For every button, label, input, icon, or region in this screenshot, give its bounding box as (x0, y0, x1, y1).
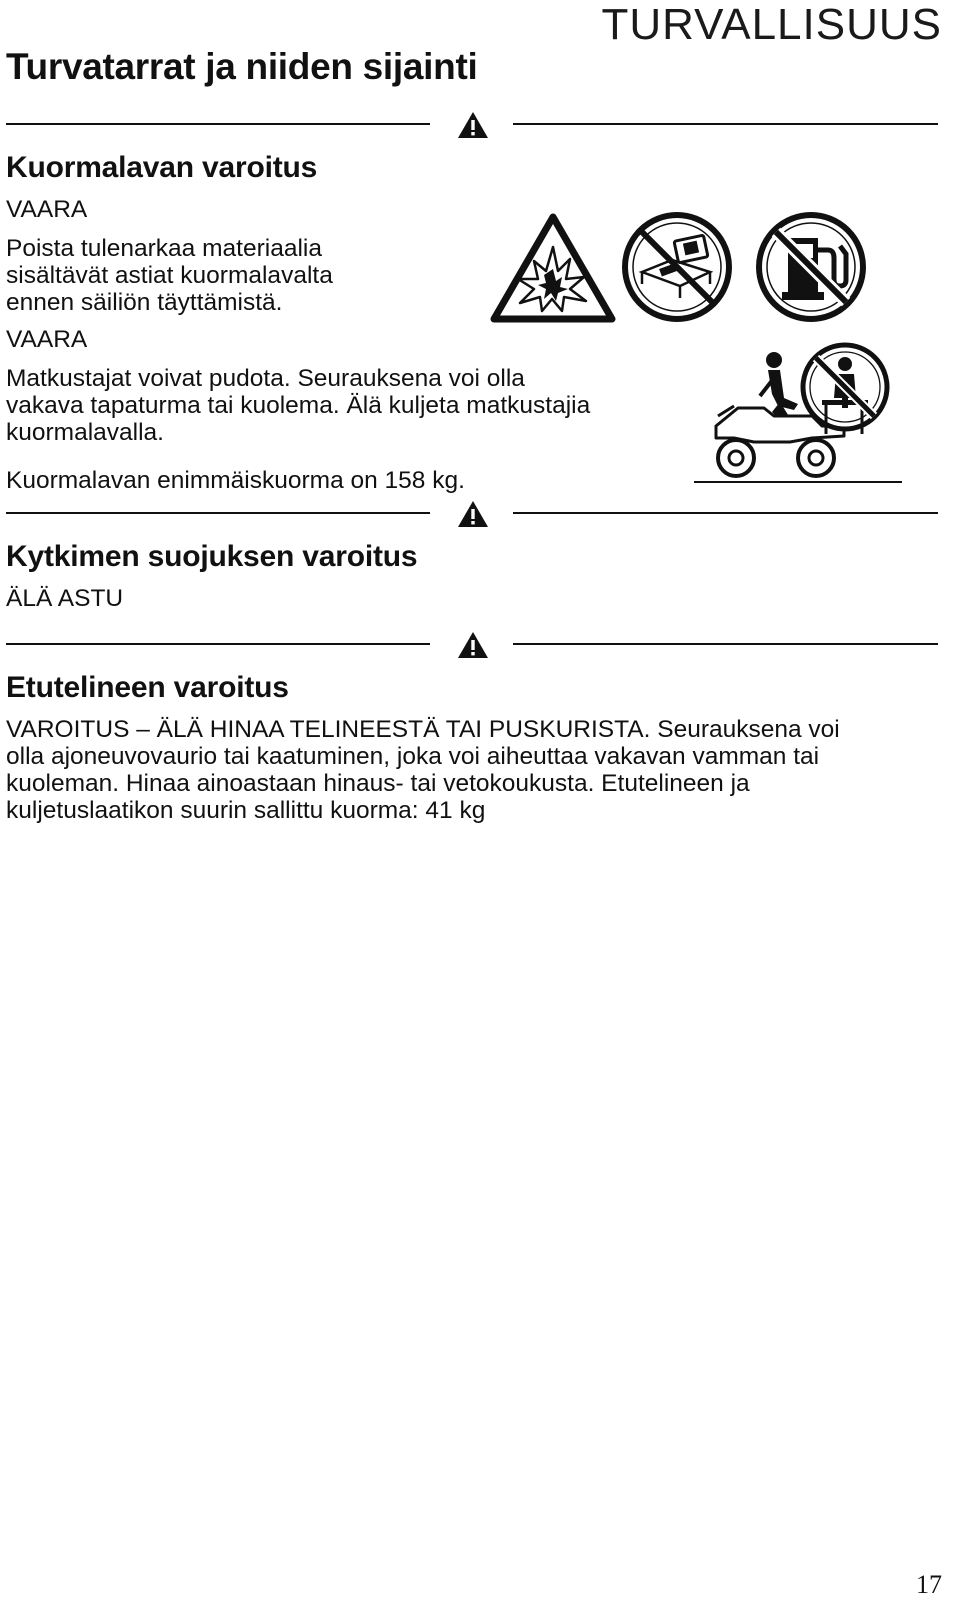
clutch-warning-heading: Kytkimen suojuksen varoitus (6, 540, 418, 573)
text-line: olla ajoneuvovaurio tai kaatuminen, joka voi aiheuttaa vakavan vamman tai (6, 743, 820, 770)
text-line: sisältävät astiat kuormalavalta (6, 262, 333, 289)
section-title: TURVALLISUUS (601, 0, 942, 49)
explosion-warning-icon (490, 213, 616, 325)
text-line: kuormalavalla. (6, 419, 164, 446)
no-passenger-on-rack-icon (798, 342, 892, 436)
text-line: kuoleman. Hinaa ainoastaan hinaus- tai vetokoukusta. Etutelineen ja (6, 770, 750, 797)
page-number: 17 (916, 1570, 942, 1599)
warning-triangle-icon (457, 631, 489, 659)
front-rack-warning-heading: Etutelineen varoitus (6, 671, 289, 704)
divider (513, 123, 938, 125)
divider (6, 512, 430, 514)
max-load-text: Kuormalavan enimmäiskuorma on 158 kg. (6, 467, 465, 494)
warning-triangle-icon (457, 500, 489, 528)
warning-triangle-icon (457, 111, 489, 139)
clutch-warning-text: ÄLÄ ASTU (6, 585, 124, 612)
no-refuel-icon (754, 210, 868, 324)
text-line: ennen säiliön täyttämistä. (6, 289, 283, 316)
divider (513, 512, 938, 514)
cargo-warning-text-1 (6, 235, 466, 316)
text-line: Matkustajat voivat pudota. Seurauksena voi olla (6, 365, 525, 392)
divider (513, 643, 938, 645)
danger-label: VAARA (6, 196, 88, 223)
cargo-warning-text-2 (6, 365, 686, 446)
text-line: VAROITUS – ÄLÄ HINAA TELINEESTÄ TAI PUSKURISTA. Seurauksena voi (6, 716, 840, 743)
text-line: Poista tulenarkaa materiaalia (6, 235, 322, 262)
divider (6, 123, 430, 125)
text-line: kuljetuslaatikon suurin sallittu kuorma: 41 kg (6, 797, 486, 824)
text-line: vakava tapaturma tai kuolema. Älä kuljeta matkustajia (6, 392, 591, 419)
page-title: Turvatarrat ja niiden sijainti (6, 46, 478, 87)
no-fuel-can-on-rack-icon (620, 210, 734, 324)
danger-label: VAARA (6, 326, 88, 353)
divider (6, 643, 430, 645)
front-rack-warning-text (6, 716, 946, 824)
cargo-warning-heading: Kuormalavan varoitus (6, 151, 318, 184)
